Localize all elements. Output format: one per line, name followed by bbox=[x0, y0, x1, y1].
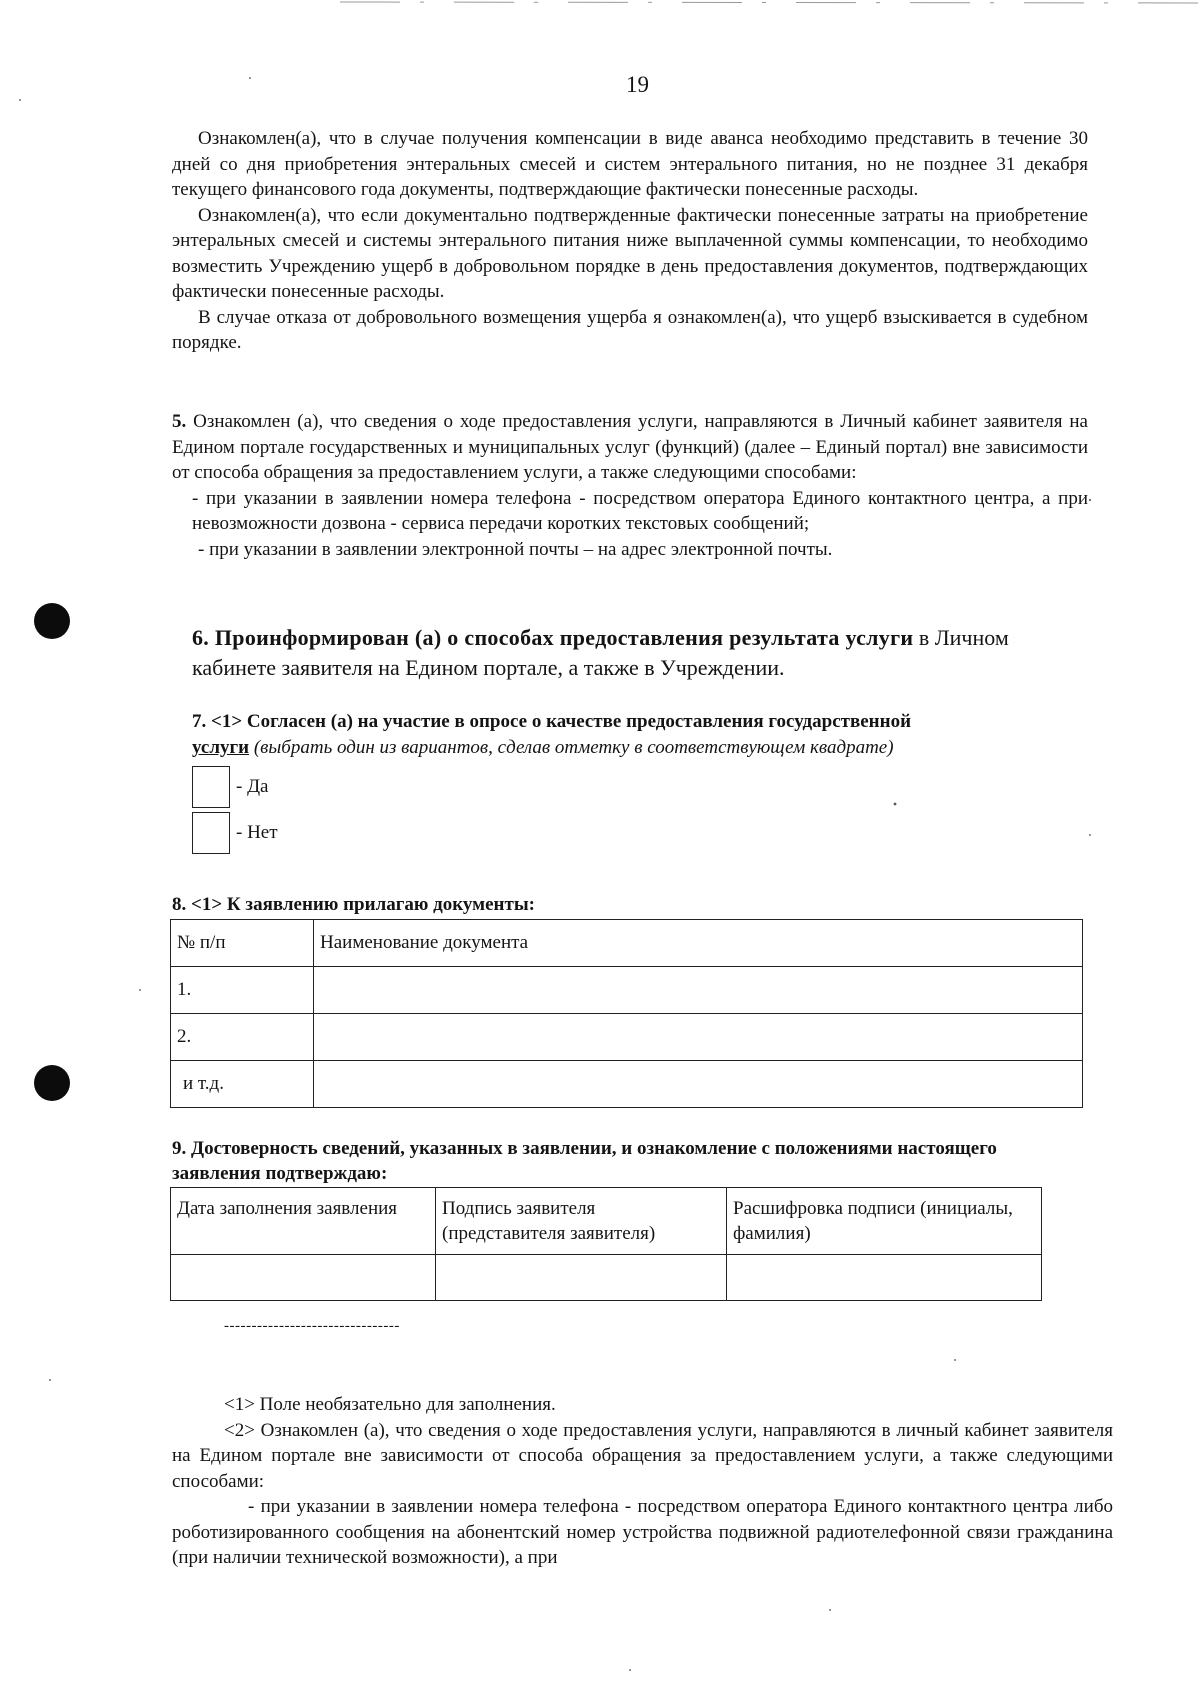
survey-option-no[interactable] bbox=[192, 812, 278, 854]
table-header-row bbox=[171, 920, 1083, 967]
section-5-bullet-email-text: - при указании в заявлении электронной почты – на адрес электронной почты. bbox=[198, 538, 833, 560]
page-number: 19 bbox=[626, 72, 649, 97]
table-row bbox=[171, 1061, 1083, 1108]
column-header-date: Дата заполнения заявления bbox=[171, 1188, 436, 1255]
yes-label: - Да bbox=[236, 776, 269, 797]
row-number: и т.д. bbox=[171, 1061, 314, 1108]
section-5-bullet-phone-text: - при указании в заявлении номера телефона - посредством оператора Единого контактного центра, а при невозможности дозвона - сервиса передачи коротких текстовых сообщений; bbox=[192, 487, 1088, 534]
column-header-number: № п/п bbox=[171, 920, 314, 967]
section-5-bullet-phone bbox=[172, 486, 1088, 537]
yes-checkbox[interactable] bbox=[192, 766, 230, 808]
footnotes bbox=[172, 1392, 1113, 1571]
signature-decoding-cell[interactable] bbox=[727, 1255, 1042, 1301]
section-6-text: в Личном кабинете заявителя на Едином портале, а также в Учреждении. bbox=[192, 625, 1009, 680]
section-7-heading: 7. <1> Согласен (а) на участие в опросе о качестве предоставления государственной bbox=[192, 711, 912, 732]
survey-option-yes[interactable] bbox=[192, 766, 268, 808]
section-5-text: Ознакомлен (а), что сведения о ходе предоставления услуги, направляются в Личный кабинет заявителя на Едином портале государственных и муниципальных услуг (функций) (далее – Единый портал) вне зависимости от способа обращения за предоставлением услуги, а также следующими способами: bbox=[172, 411, 1088, 483]
section-7 bbox=[192, 709, 1062, 761]
column-header-signature: Подпись заявителя (представителя заявителя) bbox=[436, 1188, 727, 1255]
no-checkbox[interactable] bbox=[192, 812, 230, 854]
signature-cell[interactable] bbox=[436, 1255, 727, 1301]
section-6 bbox=[192, 623, 1052, 683]
signature-table bbox=[170, 1187, 1042, 1301]
documents-table bbox=[170, 919, 1083, 1108]
document-name-cell[interactable] bbox=[314, 1061, 1083, 1108]
intro-paragraph-court: В случае отказа от добровольного возмещения ущерба я ознакомлен(а), что ущерб взыскивается в судебном порядке. bbox=[172, 306, 1088, 353]
section-7-instruction: (выбрать один из вариантов, сделав отметку в соответствующем квадрате) bbox=[253, 737, 894, 758]
document-name-cell[interactable] bbox=[314, 967, 1083, 1014]
section-5 bbox=[172, 409, 1088, 562]
intro-paragraph-refund: Ознакомлен(а), что если документально подтвержденные фактически понесенные затраты на приобретение энтеральных смесей и системы энтерального питания ниже выплаченной суммы компенсации, то необходимо возместить Учреждению ущерб в добровольном порядке в день предоставления документов, подтверждающих фактически понесенные расходы. bbox=[172, 204, 1088, 302]
footnote-separator: -------------------------------- bbox=[224, 1318, 400, 1334]
section-9-heading: 9. Достоверность сведений, указанных в заявлении, и ознакомление с положениями настоящего заявления подтверждаю: bbox=[172, 1138, 997, 1184]
no-label: - Нет bbox=[236, 822, 278, 843]
section-5-number: 5. bbox=[172, 411, 187, 432]
signature-input-row bbox=[171, 1255, 1042, 1301]
signature-header-row bbox=[171, 1188, 1042, 1255]
section-7-underlined: услуги bbox=[192, 737, 250, 758]
footnote-2: <2> Ознакомлен (а), что сведения о ходе предоставления услуги, направляются в личный кабинет заявителя на Едином портале вне зависимости от способа обращения за предоставлением услуги, а также следующими способами: bbox=[172, 1419, 1113, 1492]
row-number: 2. bbox=[171, 1014, 314, 1061]
footnote-1: <1> Поле необязательно для заполнения. bbox=[224, 1394, 556, 1415]
table-row bbox=[171, 1014, 1083, 1061]
punch-hole-top bbox=[34, 603, 70, 639]
column-header-document-name: Наименование документа bbox=[314, 920, 1083, 967]
section-5-bullet-email bbox=[172, 537, 1088, 563]
table-row bbox=[171, 967, 1083, 1014]
row-number: 1. bbox=[171, 967, 314, 1014]
intro-paragraph-advance: Ознакомлен(а), что в случае получения компенсации в виде аванса необходимо представить в течение 30 дней со дня приобретения энтеральных смесей и систем энтерального питания, но не позднее 31 декабря текущего финансового года документы, подтверждающие фактически понесенные расходы. bbox=[172, 128, 1088, 200]
section-8-heading: 8. <1> К заявлению прилагаю документы: bbox=[172, 894, 535, 915]
footnote-2-bullet-phone: - при указании в заявлении номера телефона - посредством оператора Единого контактного центра либо роботизированного сообщения на абонентский номер устройства подвижной радиотелефонной связи гражданина (при наличии технической возможности), а при bbox=[172, 1496, 1113, 1568]
date-cell[interactable] bbox=[171, 1255, 436, 1301]
column-header-signature-decoding: Расшифровка подписи (инициалы, фамилия) bbox=[727, 1188, 1042, 1255]
document-name-cell[interactable] bbox=[314, 1014, 1083, 1061]
punch-hole-bottom bbox=[34, 1065, 70, 1101]
section-6-heading: 6. Проинформирован (а) о способах предоставления результата услуги bbox=[192, 625, 914, 650]
intro-block bbox=[172, 126, 1088, 356]
